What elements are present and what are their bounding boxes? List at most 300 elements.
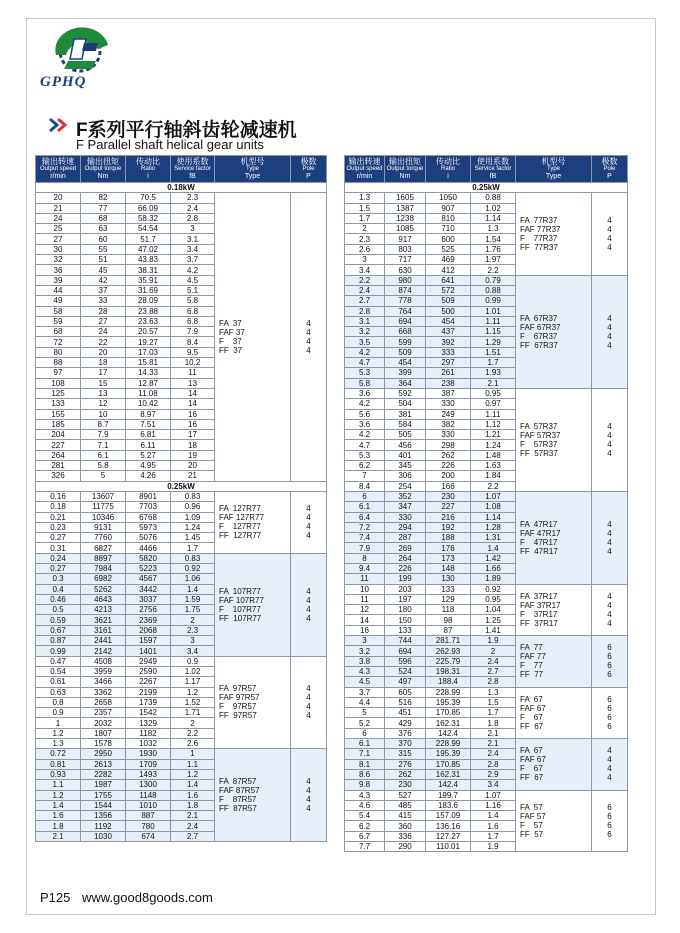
pole-cell: 4 4 4 4 [291, 553, 327, 656]
header-zh: 机型号 [240, 157, 265, 166]
header-zh: 极数 [300, 157, 317, 166]
table-cell: 1010 [126, 800, 171, 810]
header-unit: r/min [356, 173, 373, 180]
table-cell: 7.4 [345, 533, 385, 543]
table-cell: 1.04 [471, 605, 516, 615]
table-cell: 0.95 [471, 388, 516, 398]
table-cell: 17 [171, 430, 215, 440]
header-unit: i [447, 173, 449, 180]
table-cell: 454 [385, 358, 426, 368]
table-cell: 80 [36, 347, 81, 357]
table-cell: 1032 [126, 739, 171, 749]
table-cell: 294 [385, 522, 426, 532]
table-cell: 0.31 [36, 543, 81, 553]
table-cell: 1.31 [471, 533, 516, 543]
pole-cell: 4 4 4 4 [592, 193, 628, 275]
model-cell: FA 77 FAF 77 F 77 FF 77 [516, 636, 592, 687]
table-cell: 1.11 [471, 316, 516, 326]
table-cell: 4567 [126, 574, 171, 584]
table-cell: 1709 [126, 759, 171, 769]
table-row [345, 790, 628, 800]
table-cell: 261 [426, 368, 471, 378]
table-cell: 3.2 [345, 327, 385, 337]
table-cell: 1807 [81, 728, 126, 738]
table-cell: 599 [385, 337, 426, 347]
table-cell: 12 [345, 605, 385, 615]
table-cell: 1.2 [171, 769, 215, 779]
table-cell: 162.31 [426, 769, 471, 779]
table-cell: 306 [385, 471, 426, 481]
table-cell: 2.2 [345, 275, 385, 285]
column-header [385, 156, 426, 183]
table-cell: 4.6 [345, 800, 385, 810]
header-unit: Nm [97, 173, 109, 180]
table-cell: 264 [36, 450, 81, 460]
table-cell: 1 [36, 718, 81, 728]
table-cell: 3161 [81, 625, 126, 635]
table-cell: 1.9 [471, 842, 516, 852]
table-cell: 6 [345, 728, 385, 738]
table-cell: 0.47 [36, 656, 81, 666]
table-cell: 70.5 [126, 193, 171, 203]
table-cell: 30 [36, 244, 81, 254]
table-cell: 5973 [126, 522, 171, 532]
table-cell: 226 [385, 563, 426, 573]
table-row [345, 739, 628, 749]
table-cell: 2658 [81, 697, 126, 707]
table-cell: 1238 [385, 213, 426, 223]
table-cell: 7.1 [81, 440, 126, 450]
section-power: 0.18kW [36, 183, 327, 193]
model-cell: FA 127R77 FAF 127R77 F 127R77 FF 127R77 [215, 491, 291, 553]
table-cell: 82 [81, 193, 126, 203]
model-cell: FA 67R37 FAF 67R37 F 67R37 FF 67R37 [516, 275, 592, 388]
pole-cell: 4 4 4 4 [592, 275, 628, 388]
table-cell: 249 [426, 409, 471, 419]
column-header [81, 156, 126, 183]
table-cell: 2.7 [471, 666, 516, 676]
table-cell: 4.2 [171, 265, 215, 275]
table-cell: 14.33 [126, 368, 171, 378]
table-cell: 1.4 [36, 800, 81, 810]
table-cell: 6.1 [81, 450, 126, 460]
table-cell: 228.99 [426, 739, 471, 749]
table-cell: 2.6 [345, 244, 385, 254]
table-cell: 281 [36, 461, 81, 471]
table-cell: 1085 [385, 224, 426, 234]
pole-cell: 6 6 6 6 [592, 687, 628, 738]
table-cell: 1.2 [36, 728, 81, 738]
table-cell: 3.6 [345, 419, 385, 429]
table-cell: 0.93 [36, 769, 81, 779]
table-cell: 1.3 [345, 193, 385, 203]
table-cell: 1.41 [471, 625, 516, 635]
table-cell: 3 [345, 255, 385, 265]
page-subtitle: F Parallel shaft helical gear units [76, 137, 264, 152]
table-cell: 150 [385, 615, 426, 625]
table-cell: 2199 [126, 687, 171, 697]
table-cell: 6.2 [345, 821, 385, 831]
header-en: Output torque [84, 166, 122, 172]
table-cell: 55 [81, 244, 126, 254]
table-cell: 333 [426, 347, 471, 357]
table-cell: 5820 [126, 553, 171, 563]
table-cell: 142.4 [426, 780, 471, 790]
table-cell: 188.4 [426, 677, 471, 687]
table-cell: 0.83 [171, 553, 215, 563]
table-cell: 370 [385, 739, 426, 749]
table-cell: 37 [81, 285, 126, 295]
column-header [426, 156, 471, 183]
table-cell: 0.46 [36, 594, 81, 604]
table-cell: 173 [426, 553, 471, 563]
spec-table-left [35, 155, 327, 842]
table-cell: 3 [345, 636, 385, 646]
header-zh: 传动比 [136, 157, 160, 166]
table-cell: 276 [385, 759, 426, 769]
table-cell: 0.63 [36, 687, 81, 697]
table-cell: 381 [385, 409, 426, 419]
table-cell: 1.59 [171, 594, 215, 604]
table-cell: 0.61 [36, 677, 81, 687]
table-cell: 780 [126, 821, 171, 831]
table-cell: 2.4 [171, 203, 215, 213]
table-cell: 2590 [126, 666, 171, 676]
header-zh: 使用系数 [477, 157, 509, 166]
table-cell: 129 [426, 594, 471, 604]
table-cell: 19 [171, 450, 215, 460]
table-cell: 744 [385, 636, 426, 646]
table-cell: 1597 [126, 636, 171, 646]
section-row [36, 183, 327, 193]
table-cell: 183.6 [426, 800, 471, 810]
table-cell: 352 [385, 491, 426, 501]
column-header [215, 156, 291, 183]
table-cell: 24 [81, 327, 126, 337]
table-cell: 63 [81, 224, 126, 234]
table-cell: 5.6 [345, 409, 385, 419]
table-cell: 0.27 [36, 563, 81, 573]
table-cell: 1.16 [471, 800, 516, 810]
table-cell: 227 [36, 440, 81, 450]
table-row [36, 656, 327, 666]
header-en: Pole [302, 166, 315, 172]
table-cell: 584 [385, 419, 426, 429]
table-cell: 3.5 [345, 337, 385, 347]
pole-cell: 4 4 4 4 [592, 739, 628, 790]
table-cell: 1.8 [36, 821, 81, 831]
model-cell: FA 77R37 FAF 77R37 F 77R37 FF 77R37 [516, 193, 592, 275]
table-cell: 2949 [126, 656, 171, 666]
table-cell: 810 [426, 213, 471, 223]
table-cell: 509 [426, 296, 471, 306]
table-cell: 1.7 [471, 358, 516, 368]
table-cell: 130 [426, 574, 471, 584]
table-cell: 630 [385, 265, 426, 275]
table-cell: 199.7 [426, 790, 471, 800]
table-cell: 110.01 [426, 842, 471, 852]
table-cell: 216 [426, 512, 471, 522]
table-cell: 525 [426, 244, 471, 254]
table-cell: 1.4 [171, 584, 215, 594]
header-en: Ratio [440, 166, 455, 172]
table-cell: 7 [345, 471, 385, 481]
table-cell: 2369 [126, 615, 171, 625]
table-cell: 1.89 [471, 574, 516, 584]
model-cell: FA 47R17 FAF 47R17 F 47R17 FF 47R17 [516, 491, 592, 584]
table-cell: 176 [426, 543, 471, 553]
table-cell: 0.99 [471, 296, 516, 306]
header-en: Output torque [386, 166, 424, 172]
table-cell: 0.92 [171, 563, 215, 573]
table-cell: 4.26 [126, 471, 171, 481]
table-cell: 0.24 [36, 553, 81, 563]
table-cell: 668 [385, 327, 426, 337]
table-row [345, 388, 628, 398]
table-row [36, 553, 327, 563]
model-cell: FA 57R37 FAF 57R37 F 57R37 FF 57R37 [516, 388, 592, 491]
pole-cell: 6 6 6 6 [592, 636, 628, 687]
table-cell: 387 [426, 388, 471, 398]
table-cell: 5.3 [345, 450, 385, 460]
table-cell: 1578 [81, 739, 126, 749]
table-cell: 600 [426, 234, 471, 244]
section-row [36, 481, 327, 491]
header-en: Type [546, 166, 560, 172]
table-cell: 11 [171, 368, 215, 378]
table-cell: 198.31 [426, 666, 471, 676]
table-cell: 199 [385, 574, 426, 584]
table-cell: 170.85 [426, 759, 471, 769]
table-cell: 8 [345, 553, 385, 563]
table-cell: 4.2 [345, 347, 385, 357]
header-en: Service factor [174, 166, 211, 172]
table-cell: 0.79 [471, 275, 516, 285]
table-cell: 45 [81, 265, 126, 275]
table-cell: 9.8 [345, 780, 385, 790]
table-cell: 3442 [126, 584, 171, 594]
table-cell: 694 [385, 316, 426, 326]
table-cell: 1.42 [471, 553, 516, 563]
table-cell: 1.75 [171, 605, 215, 615]
table-cell: 5.27 [126, 450, 171, 460]
column-header [345, 156, 385, 183]
header-zh: 输出转速 [42, 157, 74, 166]
table-cell: 6.81 [126, 430, 171, 440]
table-cell: 527 [385, 790, 426, 800]
table-cell: 230 [385, 780, 426, 790]
table-cell: 0.23 [36, 522, 81, 532]
table-cell: 5 [81, 471, 126, 481]
table-cell: 0.4 [36, 584, 81, 594]
table-cell: 4.7 [345, 440, 385, 450]
table-cell: 907 [426, 203, 471, 213]
table-cell: 2.4 [345, 285, 385, 295]
table-cell: 2142 [81, 646, 126, 656]
table-cell: 14 [171, 399, 215, 409]
table-cell: 13607 [81, 491, 126, 501]
table-cell: 360 [385, 821, 426, 831]
table-cell: 12.87 [126, 378, 171, 388]
header-unit: fB [489, 173, 497, 180]
column-header [471, 156, 516, 183]
table-cell: 262.93 [426, 646, 471, 656]
table-cell: 392 [426, 337, 471, 347]
table-cell: 1542 [126, 708, 171, 718]
table-cell: 2.2 [171, 728, 215, 738]
table-cell: 8.6 [345, 769, 385, 779]
table-cell: 415 [385, 811, 426, 821]
header-unit: P [306, 173, 311, 180]
table-cell: 1.12 [471, 419, 516, 429]
table-cell: 3.8 [345, 656, 385, 666]
table-cell: 20.57 [126, 327, 171, 337]
table-cell: 35.91 [126, 275, 171, 285]
page-number: P125 [40, 890, 71, 905]
table-cell: 1.63 [471, 461, 516, 471]
table-cell: 20 [36, 193, 81, 203]
table-cell: 1.21 [471, 430, 516, 440]
table-cell: 5 [345, 708, 385, 718]
table-cell: 3.7 [345, 687, 385, 697]
table-cell: 1.97 [471, 255, 516, 265]
header-unit: i [147, 173, 149, 180]
table-cell: 13 [81, 388, 126, 398]
table-cell: 4.3 [345, 666, 385, 676]
table-cell: 2.3 [345, 234, 385, 244]
header-zh: 输出扭矩 [87, 157, 119, 166]
table-cell: 2.9 [471, 769, 516, 779]
table-cell: 8.97 [126, 409, 171, 419]
table-cell: 39 [36, 275, 81, 285]
table-cell: 3.4 [171, 646, 215, 656]
table-cell: 21 [171, 471, 215, 481]
table-cell: 2.2 [471, 265, 516, 275]
table-cell: 4.95 [126, 461, 171, 471]
table-cell: 77 [81, 203, 126, 213]
table-cell: 399 [385, 368, 426, 378]
header-zh: 输出转速 [348, 157, 381, 166]
table-cell: 0.27 [36, 533, 81, 543]
table-cell: 1.8 [471, 718, 516, 728]
table-cell: 7760 [81, 533, 126, 543]
table-cell: 264 [385, 553, 426, 563]
table-cell: 1.54 [471, 234, 516, 244]
table-cell: 1148 [126, 790, 171, 800]
table-cell: 5076 [126, 533, 171, 543]
header-row [345, 156, 628, 183]
table-cell: 4.5 [345, 677, 385, 687]
table-cell: 3.1 [171, 234, 215, 244]
table-cell: 917 [385, 234, 426, 244]
table-cell: 401 [385, 450, 426, 460]
table-cell: 7.9 [345, 543, 385, 553]
table-cell: 1.51 [471, 347, 516, 357]
table-cell: 7.9 [81, 430, 126, 440]
table-cell: 1.28 [471, 522, 516, 532]
header-zh: 使用系数 [176, 157, 209, 166]
table-cell: 674 [126, 831, 171, 841]
table-cell: 1.02 [171, 666, 215, 676]
table-cell: 1.29 [471, 337, 516, 347]
table-cell: 1.3 [471, 224, 516, 234]
table-cell: 364 [385, 378, 426, 388]
table-cell: 717 [385, 255, 426, 265]
table-cell: 2.1 [471, 739, 516, 749]
table-cell: 87 [426, 625, 471, 635]
table-cell: 197 [385, 594, 426, 604]
table-cell: 641 [426, 275, 471, 285]
table-cell: 24 [36, 213, 81, 223]
table-cell: 10.2 [171, 358, 215, 368]
header-en: Type [245, 166, 259, 172]
table-cell: 59 [36, 316, 81, 326]
table-cell: 1930 [126, 749, 171, 759]
table-cell: 51.7 [126, 234, 171, 244]
table-cell: 1.06 [171, 574, 215, 584]
table-cell: 1.71 [171, 708, 215, 718]
table-cell: 0.9 [171, 656, 215, 666]
table-cell: 0.83 [171, 491, 215, 501]
table-cell: 6.1 [345, 739, 385, 749]
pole-cell: 4 4 4 4 [592, 388, 628, 491]
table-cell: 4508 [81, 656, 126, 666]
table-cell: 347 [385, 502, 426, 512]
table-cell: 1.5 [345, 203, 385, 213]
table-row [36, 491, 327, 501]
table-cell: 195.39 [426, 749, 471, 759]
table-cell: 524 [385, 666, 426, 676]
table-cell: 500 [426, 306, 471, 316]
table-cell: 376 [385, 728, 426, 738]
header-unit: Type [545, 173, 562, 180]
website-link[interactable]: www.good8goods.com [82, 890, 213, 905]
table-cell: 2357 [81, 708, 126, 718]
table-cell: 27 [36, 234, 81, 244]
table-cell: 2.8 [471, 759, 516, 769]
table-cell: 2 [171, 718, 215, 728]
table-cell: 1030 [81, 831, 126, 841]
table-cell: 15.81 [126, 358, 171, 368]
table-cell: 0.88 [471, 193, 516, 203]
table-cell: 0.59 [36, 615, 81, 625]
page-title: F系列平行轴斜齿轮减速机 [76, 120, 297, 141]
table-cell: 225.79 [426, 656, 471, 666]
table-cell: 9.4 [345, 563, 385, 573]
section-row [345, 183, 628, 193]
table-cell: 1987 [81, 780, 126, 790]
column-header [36, 156, 81, 183]
table-cell: 0.16 [36, 491, 81, 501]
table-cell: 2.4 [471, 656, 516, 666]
table-cell: 27 [81, 316, 126, 326]
table-row [345, 687, 628, 697]
table-cell: 157.09 [426, 811, 471, 821]
table-cell: 6 [345, 491, 385, 501]
table-cell: 1.02 [471, 203, 516, 213]
table-cell: 68 [36, 327, 81, 337]
table-cell: 8.4 [171, 337, 215, 347]
table-cell: 4.7 [345, 358, 385, 368]
table-cell: 6.7 [345, 831, 385, 841]
table-cell: 0.96 [171, 502, 215, 512]
table-cell: 47.02 [126, 244, 171, 254]
table-cell: 204 [36, 430, 81, 440]
table-cell: 25 [36, 224, 81, 234]
table-cell: 32 [36, 255, 81, 265]
table-cell: 49 [36, 296, 81, 306]
table-cell: 454 [426, 316, 471, 326]
